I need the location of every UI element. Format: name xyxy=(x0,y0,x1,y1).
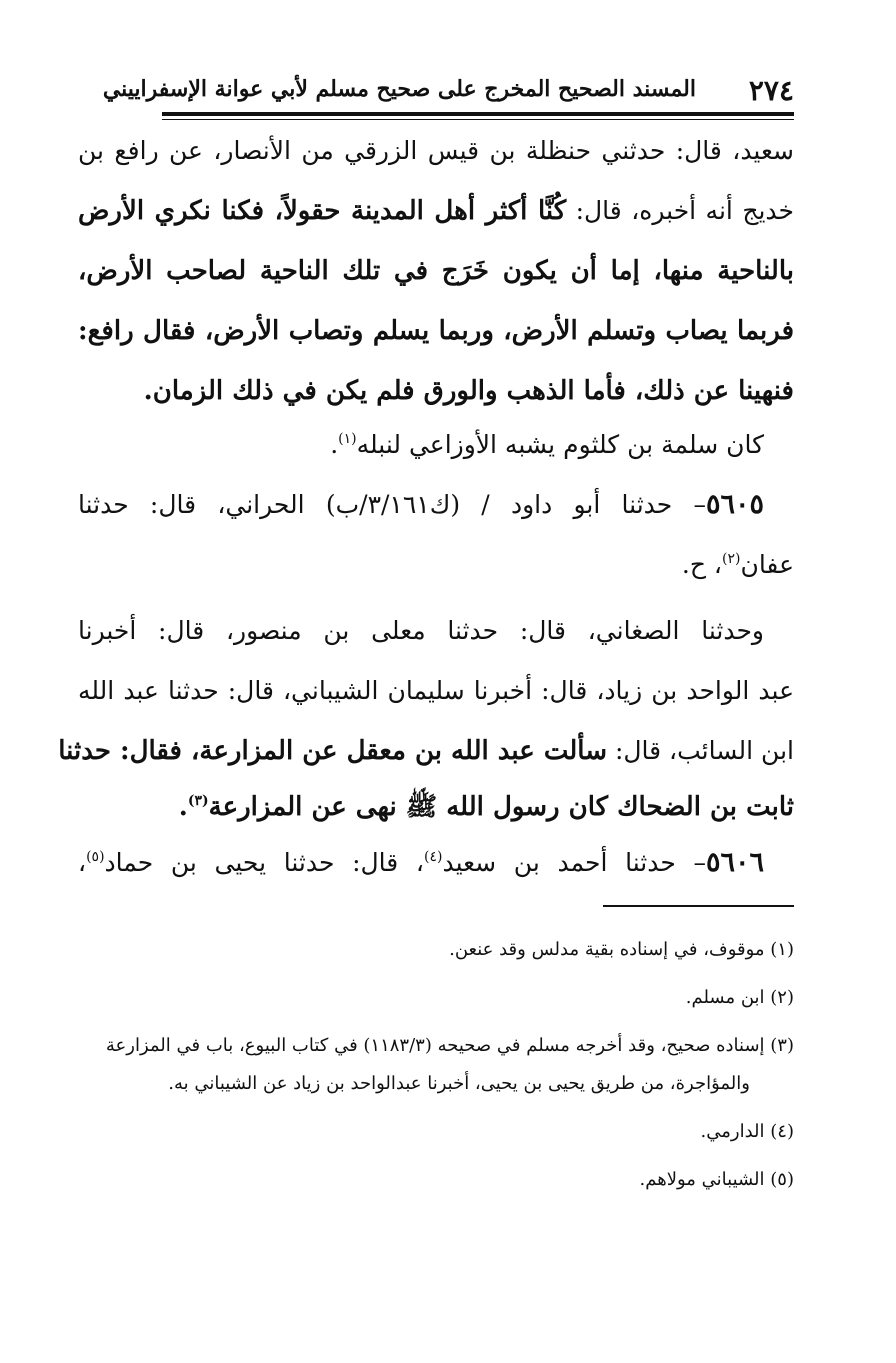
hadith-number: ٥٦٠٦ xyxy=(706,847,765,878)
footnote-3: (٣) إسناده صحيح، وقد أخرجه مسلم في صحيحه (١١٨٣/٣) في كتاب البيوع، باب في المزارعة xyxy=(105,1035,794,1056)
text-span: – حدثنا أحمد بن سعيد xyxy=(442,848,706,877)
text-line-3 xyxy=(78,244,794,298)
text-span: . xyxy=(178,792,188,822)
text-line-9 xyxy=(78,604,764,658)
text-line-6 xyxy=(78,418,764,472)
hadith-text-bold: سألت عبد الله بن معقل عن المزارعة، فقال: حدثنا xyxy=(58,736,607,766)
text-span: ، xyxy=(78,848,87,877)
text-span: عفان xyxy=(740,550,794,579)
footnote-marker: (١) xyxy=(338,431,357,447)
text-span: ابن السائب، قال: xyxy=(607,736,794,765)
text-line-12 xyxy=(78,780,794,834)
footnote-2: (٢) ابن مسلم. xyxy=(685,987,794,1008)
hadith-text-bold: ثابت بن الضحاك كان رسول الله ﷺ نهى عن المزارعة xyxy=(208,792,794,822)
text-span: عبد الواحد بن زياد، قال: أخبرنا سليمان الشيباني، قال: حدثنا عبد الله xyxy=(78,676,794,705)
footnote-3-continued: والمؤاجرة، من طريق يحيى بن يحيى، أخبرنا عبدالواحد بن زياد عن الشيباني به. xyxy=(168,1073,750,1094)
text-line-2 xyxy=(78,184,794,238)
page-header xyxy=(102,70,794,110)
footnote-marker: (٤) xyxy=(423,849,443,865)
text-line-11 xyxy=(58,724,794,778)
page-number: ٢٧٤ xyxy=(748,74,794,107)
header-rule-thick xyxy=(162,112,794,116)
footnote-5: (٥) الشيباني مولاهم. xyxy=(639,1169,794,1190)
text-line-7 xyxy=(78,478,764,532)
text-line-13 xyxy=(78,836,764,890)
header-rule-thin xyxy=(162,119,794,120)
hadith-text-bold: بالناحية منها، إما أن يكون خَرَج في تلك الناحية لصاحب الأرض، xyxy=(78,256,794,286)
footnote-1: (١) موقوف، في إسناده بقية مدلس وقد عنعن. xyxy=(449,939,794,960)
text-span: – حدثنا أبو داود / (ك٣/١٦١/ب) الحراني، قال: حدثنا xyxy=(78,490,706,519)
running-title: المسند الصحيح المخرج على صحيح مسلم لأبي عوانة الإسفراييني xyxy=(102,76,696,102)
text-span: وحدثنا الصغاني، قال: حدثنا معلى بن منصور، قال: أخبرنا xyxy=(78,616,764,645)
text-line-5 xyxy=(78,364,794,418)
text-span: . xyxy=(330,430,339,459)
hadith-text-bold: كُنَّا أكثر أهل المدينة حقولاً، فكنا نكري الأرض xyxy=(78,196,567,226)
text-span: خديج أنه أخبره، قال: xyxy=(566,196,794,225)
footnote-marker: (٣) xyxy=(187,793,209,809)
footnote-marker: (٥) xyxy=(86,849,105,865)
footnote-4: (٤) الدارمي. xyxy=(700,1121,794,1142)
text-span: سعيد، قال: حدثني حنظلة بن قيس الزرقي من الأنصار، عن رافع بن xyxy=(78,136,794,165)
text-line-4 xyxy=(78,304,794,358)
text-line-1 xyxy=(78,124,794,178)
text-line-10 xyxy=(78,664,794,718)
footnote-separator xyxy=(603,905,794,907)
hadith-text-bold: فربما يصاب وتسلم الأرض، وربما يسلم وتصاب الأرض، فقال رافع: xyxy=(78,316,794,346)
footnote-marker: (٢) xyxy=(721,551,741,567)
hadith-number: ٥٦٠٥ xyxy=(705,489,764,520)
text-span: ، قال: حدثنا يحيى بن حماد xyxy=(104,848,424,877)
hadith-text-bold: فنهينا عن ذلك، فأما الذهب والورق فلم يكن في ذلك الزمان. xyxy=(143,376,794,406)
text-span: كان سلمة بن كلثوم يشبه الأوزاعي لنبله xyxy=(356,430,764,459)
text-span: ، ح. xyxy=(681,550,722,579)
text-line-8 xyxy=(78,538,794,592)
